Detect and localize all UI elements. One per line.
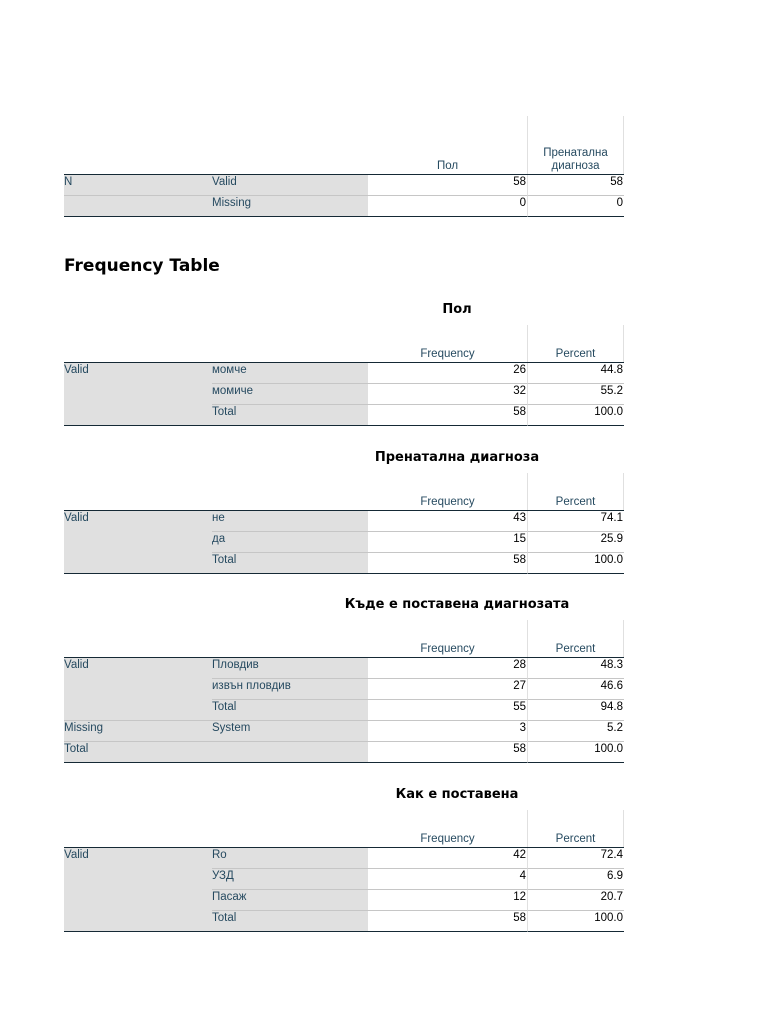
percent-value: 100.0 bbox=[528, 911, 624, 932]
column-header bbox=[368, 325, 528, 362]
frequency-value: 43 bbox=[368, 511, 528, 532]
row-label: Пловдив bbox=[212, 658, 368, 679]
row-group bbox=[64, 196, 212, 217]
frequency-value: 42 bbox=[368, 848, 528, 869]
table-row bbox=[64, 553, 624, 574]
table-row bbox=[64, 700, 624, 721]
table-row bbox=[64, 532, 624, 553]
row-label: Total bbox=[212, 700, 368, 721]
column-header bbox=[368, 810, 528, 847]
frequency-value: 32 bbox=[368, 384, 528, 405]
row-label: да bbox=[212, 532, 368, 553]
row-label: Пасаж bbox=[212, 890, 368, 911]
row-label: Missing bbox=[212, 196, 368, 217]
percent-value: 5.2 bbox=[528, 721, 624, 742]
frequency-value: 27 bbox=[368, 679, 528, 700]
row-group: Valid bbox=[64, 658, 212, 679]
row-group bbox=[64, 869, 212, 890]
percent-value: 55.2 bbox=[528, 384, 624, 405]
column-header bbox=[528, 116, 624, 174]
row-label: Total bbox=[212, 911, 368, 932]
table-row bbox=[64, 742, 624, 763]
percent-value: 44.8 bbox=[528, 363, 624, 384]
column-header bbox=[528, 810, 624, 847]
table-row bbox=[64, 657, 624, 679]
table-header bbox=[64, 620, 624, 657]
table-row bbox=[64, 679, 624, 700]
frequency-value: 58 bbox=[368, 742, 528, 763]
frequency-table bbox=[64, 473, 624, 574]
table-row bbox=[64, 869, 624, 890]
row-label bbox=[212, 742, 368, 763]
row-label: Valid bbox=[212, 175, 368, 196]
cell-value: 0 bbox=[368, 196, 528, 217]
percent-value: 6.9 bbox=[528, 869, 624, 890]
table-row bbox=[64, 847, 624, 869]
column-header-label: Percent bbox=[555, 348, 596, 360]
table-header bbox=[64, 325, 624, 362]
table-row bbox=[64, 911, 624, 932]
frequency-value: 12 bbox=[368, 890, 528, 911]
percent-value: 100.0 bbox=[528, 553, 624, 574]
row-group: Missing bbox=[64, 721, 212, 742]
statistics-table bbox=[64, 116, 624, 217]
table-row bbox=[64, 890, 624, 911]
column-header-label: Frequency bbox=[420, 496, 475, 508]
row-group bbox=[64, 890, 212, 911]
column-header-label: Percent bbox=[555, 643, 596, 655]
row-label: УЗД bbox=[212, 869, 368, 890]
row-label: момиче bbox=[212, 384, 368, 405]
row-group bbox=[64, 405, 212, 426]
column-header-label: Frequency bbox=[420, 833, 475, 845]
column-header-label: Percent bbox=[555, 833, 596, 845]
row-label: System bbox=[212, 721, 368, 742]
percent-value: 46.6 bbox=[528, 679, 624, 700]
table-row bbox=[64, 362, 624, 384]
table-header bbox=[64, 473, 624, 510]
column-header-label: Frequency bbox=[420, 348, 475, 360]
row-group: N bbox=[64, 175, 212, 196]
frequency-value: 26 bbox=[368, 363, 528, 384]
row-group bbox=[64, 911, 212, 932]
frequency-table bbox=[64, 325, 624, 426]
column-header bbox=[528, 473, 624, 510]
row-label: извън пловдив bbox=[212, 679, 368, 700]
cell-value: 58 bbox=[368, 175, 528, 196]
row-group bbox=[64, 532, 212, 553]
frequency-value: 58 bbox=[368, 405, 528, 426]
column-header-label: Percent bbox=[555, 496, 596, 508]
column-header bbox=[528, 620, 624, 657]
table-row bbox=[64, 510, 624, 532]
percent-value: 100.0 bbox=[528, 405, 624, 426]
table-row bbox=[64, 174, 624, 196]
row-label: не bbox=[212, 511, 368, 532]
percent-value: 72.4 bbox=[528, 848, 624, 869]
row-label: момче bbox=[212, 363, 368, 384]
column-header bbox=[528, 325, 624, 362]
table-row bbox=[64, 196, 624, 217]
column-header-label: Пренатална диагноза bbox=[543, 147, 608, 172]
row-group: Total bbox=[64, 742, 212, 763]
column-header bbox=[368, 620, 528, 657]
row-group bbox=[64, 679, 212, 700]
percent-value: 100.0 bbox=[528, 742, 624, 763]
frequency-value: 3 bbox=[368, 721, 528, 742]
row-group: Valid bbox=[64, 363, 212, 384]
row-group bbox=[64, 700, 212, 721]
cell-value: 0 bbox=[528, 196, 624, 217]
frequency-value: 15 bbox=[368, 532, 528, 553]
percent-value: 94.8 bbox=[528, 700, 624, 721]
table-title: Пол bbox=[442, 302, 472, 317]
percent-value: 25.9 bbox=[528, 532, 624, 553]
statistics-header bbox=[64, 116, 624, 174]
percent-value: 74.1 bbox=[528, 511, 624, 532]
frequency-value: 4 bbox=[368, 869, 528, 890]
row-group bbox=[64, 553, 212, 574]
row-label: Ro bbox=[212, 848, 368, 869]
table-title: Пренатална диагноза bbox=[374, 450, 540, 465]
table-title: Къде е поставена диагнозата bbox=[344, 597, 570, 612]
frequency-table bbox=[64, 810, 624, 932]
row-label: Total bbox=[212, 405, 368, 426]
row-group bbox=[64, 384, 212, 405]
column-header bbox=[368, 473, 528, 510]
row-label: Total bbox=[212, 553, 368, 574]
percent-value: 20.7 bbox=[528, 890, 624, 911]
frequency-value: 28 bbox=[368, 658, 528, 679]
frequency-value: 58 bbox=[368, 553, 528, 574]
frequency-table bbox=[64, 620, 624, 763]
frequency-value: 58 bbox=[368, 911, 528, 932]
cell-value: 58 bbox=[528, 175, 624, 196]
column-header bbox=[368, 116, 528, 174]
column-header-label: Frequency bbox=[420, 643, 475, 655]
table-row bbox=[64, 384, 624, 405]
percent-value: 48.3 bbox=[528, 658, 624, 679]
column-header-label: Пол bbox=[436, 160, 459, 172]
row-group: Valid bbox=[64, 848, 212, 869]
row-group: Valid bbox=[64, 511, 212, 532]
table-row bbox=[64, 721, 624, 742]
table-row bbox=[64, 405, 624, 426]
table-header bbox=[64, 810, 624, 847]
table-title: Как е поставена bbox=[395, 787, 519, 802]
frequency-value: 55 bbox=[368, 700, 528, 721]
section-title: Frequency Table bbox=[64, 256, 220, 276]
